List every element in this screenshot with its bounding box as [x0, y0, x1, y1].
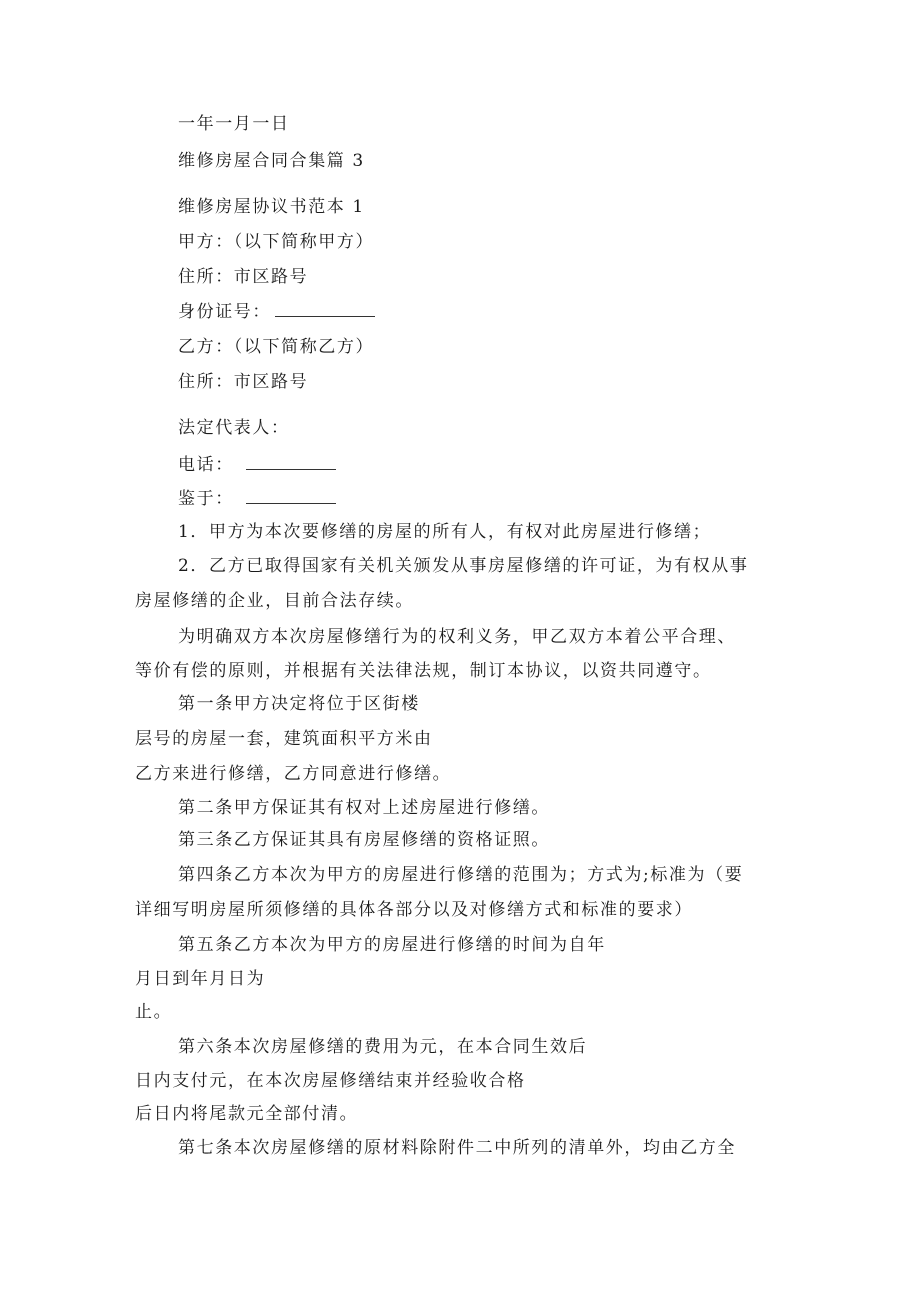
phone-row: [178, 453, 336, 477]
agreement-title: 维修房屋协议书范本 1: [178, 197, 365, 217]
article-1-line-3: 乙方来进行修缮，乙方同意进行修缮。: [135, 764, 452, 784]
id-number-blank: [275, 302, 375, 317]
article-5-line-2: 月日到年月日为: [135, 969, 266, 989]
article-4-line-2: 详细写明房屋所须修缮的具体各部分以及对修缮方式和标准的要求）: [135, 900, 693, 920]
article-1-line-2: 层号的房屋一套，建筑面积平方米由: [135, 729, 433, 749]
article-6-line-1: 第六条本次房屋修缮的费用为元，在本合同生效后: [178, 1037, 588, 1057]
clause-2-line-2: 房屋修缮的企业，目前合法存续。: [135, 591, 414, 611]
whereas-label: 鉴于：: [178, 489, 234, 509]
clause-1: 1．甲方为本次要修缮的房屋的所有人，有权对此房屋进行修缮；: [178, 522, 712, 542]
legal-representative: 法定代表人：: [178, 418, 290, 438]
article-4-line-1: 第四条乙方本次为甲方的房屋进行修缮的范围为；方式为;标准为（要: [178, 865, 744, 885]
id-number-label: 身份证号：: [178, 302, 271, 322]
date-line: 一年一月一日: [178, 114, 290, 134]
id-number-row: [178, 300, 375, 324]
party-a-address: 住所：市区路号: [178, 267, 309, 287]
article-6-line-3: 后日内将尾款元全部付清。: [135, 1104, 359, 1124]
article-3: 第三条乙方保证其具有房屋修缮的资格证照。: [178, 830, 550, 850]
clause-2-line-1: 2．乙方已取得国家有关机关颁发从事房屋修缮的许可证，为有权从事: [178, 556, 749, 576]
phone-blank: [246, 455, 336, 470]
article-1-line-1: 第一条甲方决定将位于区街楼: [178, 694, 420, 714]
article-7-line-1: 第七条本次房屋修缮的原材料除附件二中所列的清单外，均由乙方全: [178, 1138, 736, 1158]
purpose-line-2: 等价有偿的原则，并根据有关法律法规，制订本协议，以资共同遵守。: [135, 661, 712, 681]
whereas-row: [178, 487, 336, 511]
phone-label: 电话：: [178, 455, 234, 475]
article-5-line-3: 止。: [135, 1002, 173, 1022]
article-5-line-1: 第五条乙方本次为甲方的房屋进行修缮的时间为自年: [178, 935, 606, 955]
whereas-blank: [246, 489, 336, 504]
article-6-line-2: 日内支付元，在本次房屋修缮结束并经验收合格: [135, 1071, 526, 1091]
party-b-address: 住所：市区路号: [178, 372, 309, 392]
party-b: 乙方：（以下简称乙方）: [178, 337, 375, 357]
section-heading: 维修房屋合同合集篇 3: [178, 151, 365, 171]
party-a: 甲方：（以下简称甲方）: [178, 232, 375, 252]
article-2: 第二条甲方保证其有权对上述房屋进行修缮。: [178, 798, 550, 818]
purpose-line-1: 为明确双方本次房屋修缮行为的权利义务，甲乙双方本着公平合理、: [178, 627, 736, 647]
